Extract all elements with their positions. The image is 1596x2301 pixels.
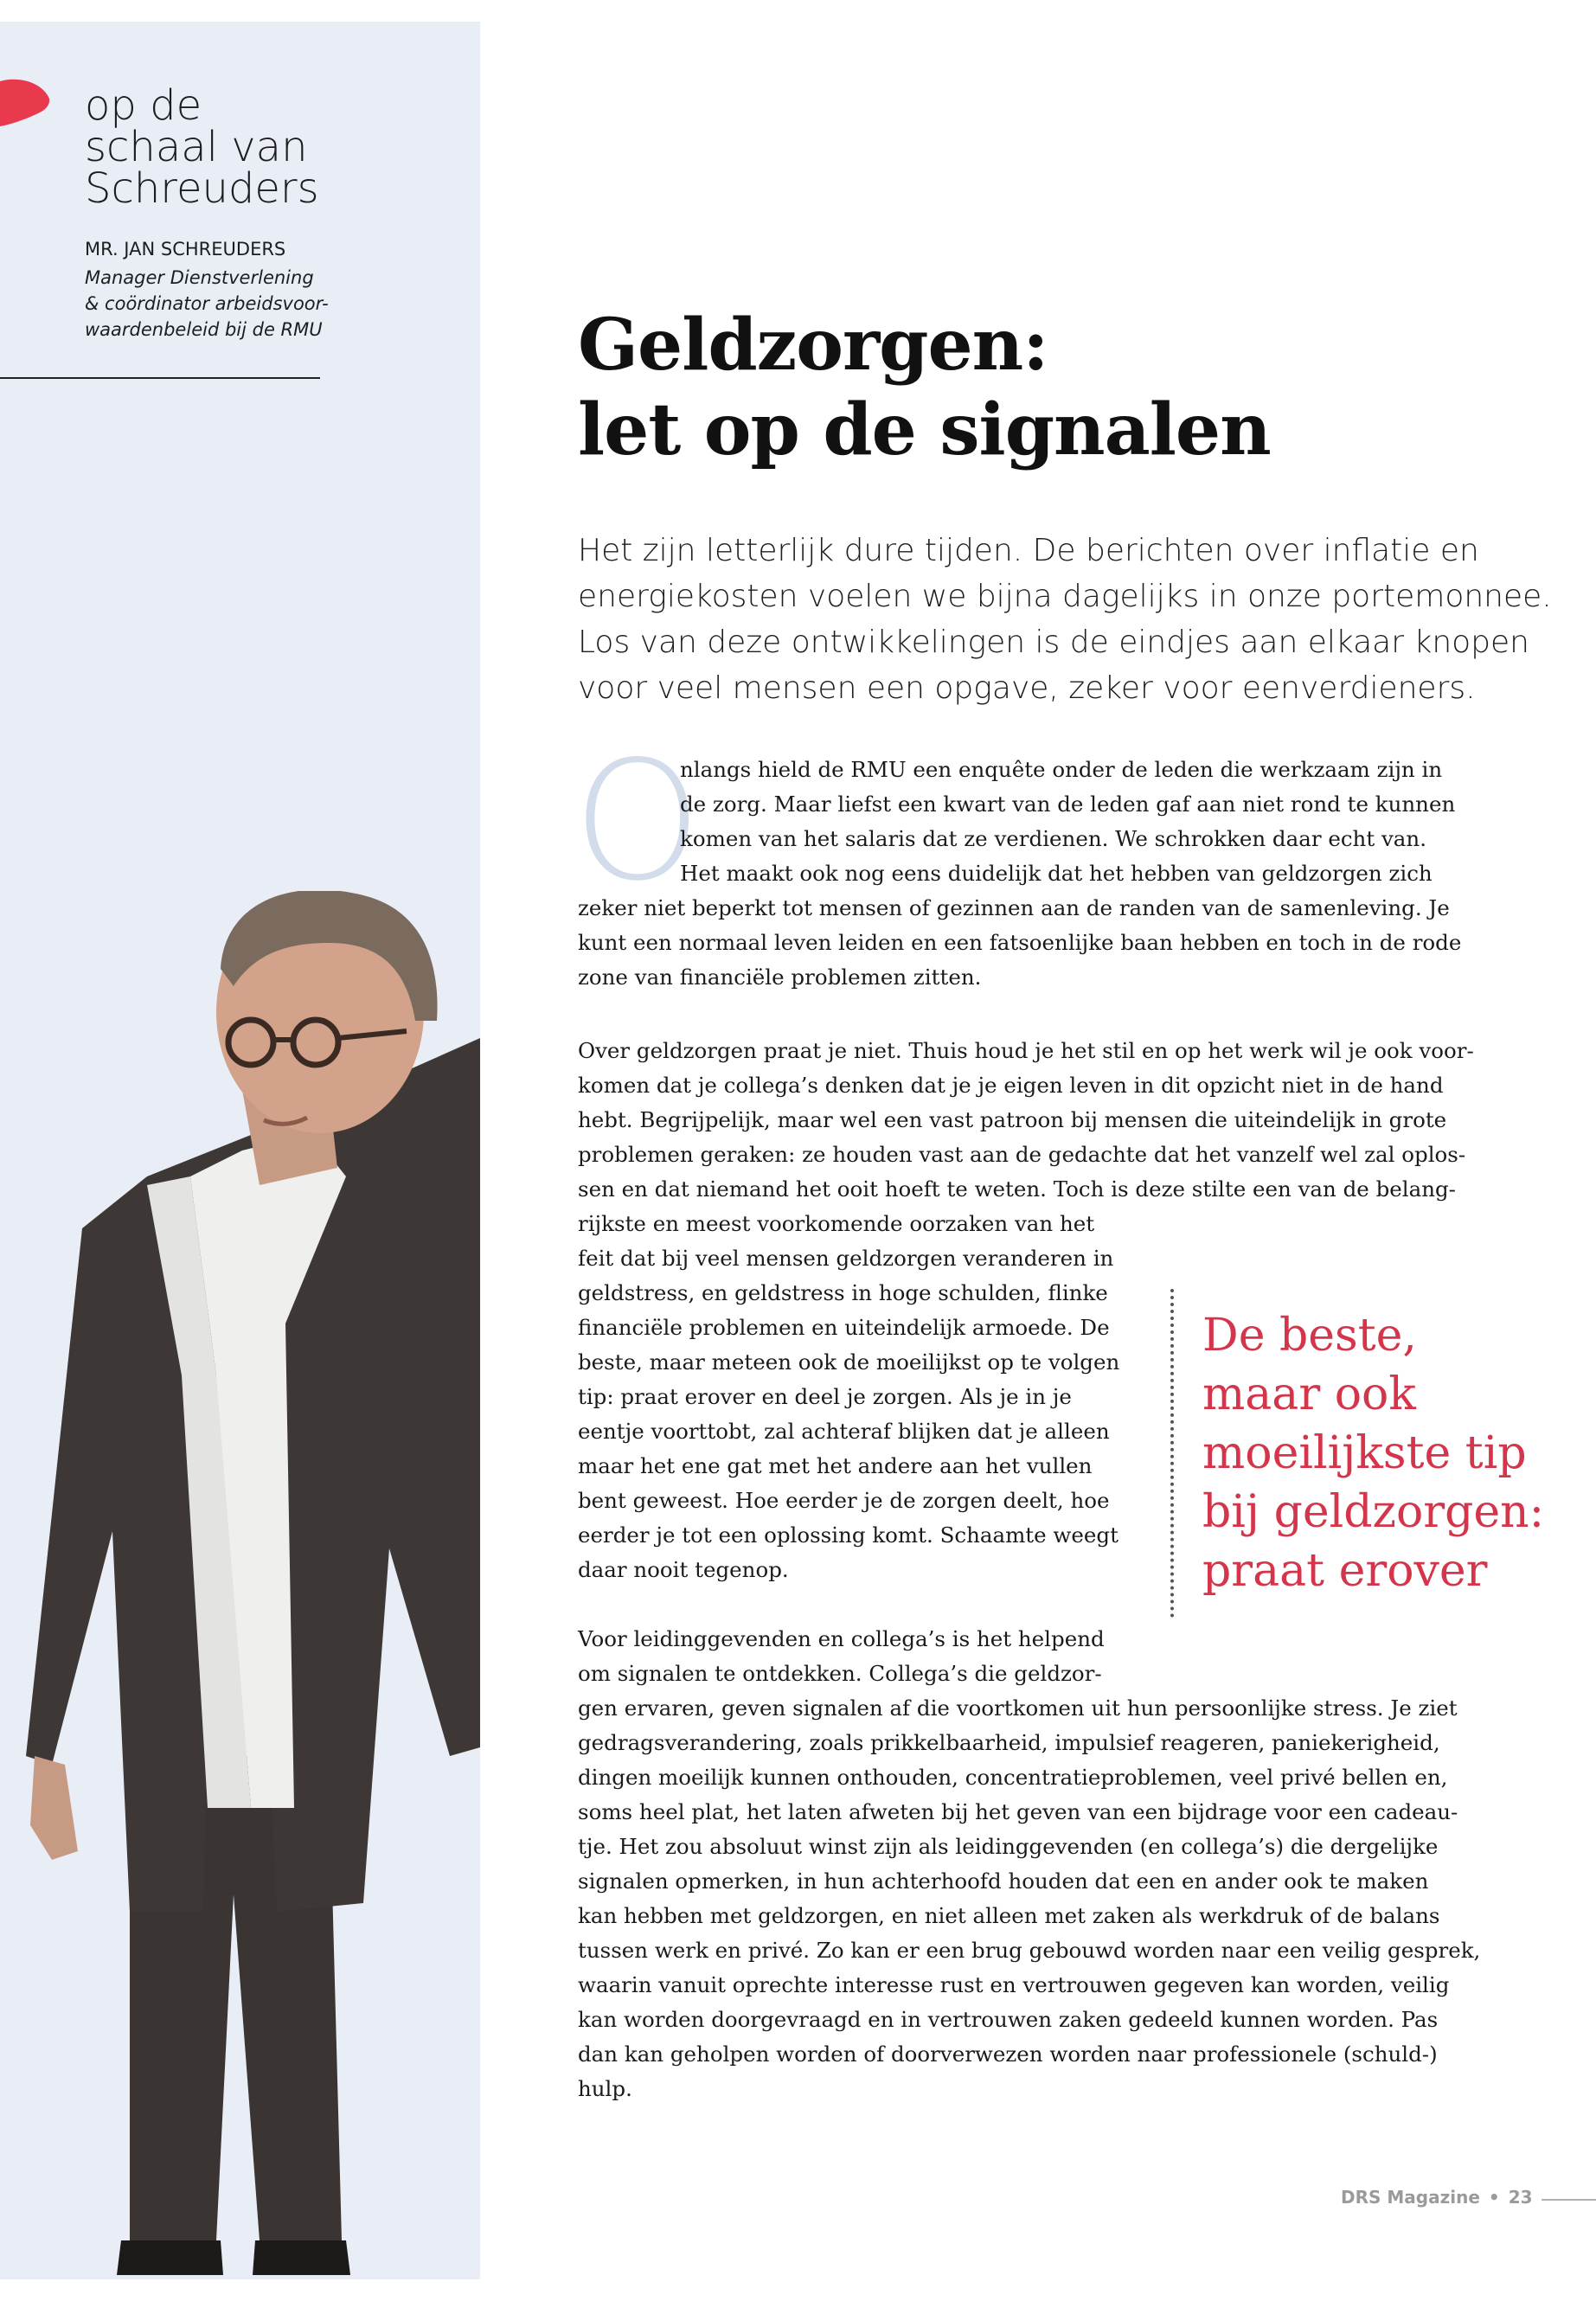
pull-quote-line: moeilijkste tip xyxy=(1202,1427,1527,1479)
paragraph-line: eentje voorttobt, zal achteraf blijken dat je alleen xyxy=(578,1419,1110,1444)
paragraph-line: de zorg. Maar liefst een kwart van de leden gaf aan niet rond te kunnen xyxy=(680,792,1456,817)
paragraph-line: problemen geraken: ze houden vast aan de gedachte dat het vanzelf wel zal oplos- xyxy=(578,1142,1466,1167)
footer-rule xyxy=(1542,2199,1596,2201)
article-intro xyxy=(578,528,1552,711)
paragraph-line: nlangs hield de RMU een enquête onder de leden die werkzaam zijn in xyxy=(680,757,1443,782)
paragraph-line: zone van financiële problemen zitten. xyxy=(578,965,982,990)
paragraph-line: Over geldzorgen praat je niet. Thuis houd je het stil en op het werk wil je ook voor- xyxy=(578,1038,1474,1063)
paragraph-line: maar het ene gat met het andere aan het vullen xyxy=(578,1453,1093,1478)
paragraph-line: waarin vanuit oprechte interesse rust en vertrouwen gegeven kan worden, veilig xyxy=(578,1972,1450,1997)
author-role-line: Manager Dienstverlening xyxy=(85,267,314,288)
paragraph-line: Voor leidinggevenden en collega’s is het helpend xyxy=(578,1626,1105,1651)
paragraph-line: dingen moeilijk kunnen onthouden, concentratieproblemen, veel privé bellen en, xyxy=(578,1765,1448,1790)
intro-line: energiekosten voelen we bijna dagelijks in onze portemonnee. xyxy=(578,579,1552,614)
paragraph-line: komen van het salaris dat ze verdienen. We schrokken daar echt van. xyxy=(680,826,1426,851)
pull-quote-dotted-rule xyxy=(1170,1289,1174,1618)
paragraph-line: bent geweest. Hoe eerder je de zorgen deelt, hoe xyxy=(578,1488,1110,1513)
column-title-line: op de xyxy=(85,81,202,130)
paragraph-line: Het maakt ook nog eens duidelijk dat het hebben van geldzorgen zich xyxy=(680,861,1433,886)
footer-separator: • xyxy=(1488,2187,1500,2208)
paragraph-3 xyxy=(578,1622,1481,2106)
paragraph-line: beste, maar meteen ook de moeilijkst op te volgen xyxy=(578,1349,1120,1375)
article-headline xyxy=(578,303,1443,472)
headline-line: let op de signalen xyxy=(578,388,1271,471)
drop-cap: O xyxy=(573,726,702,917)
column-title-line: Schreuders xyxy=(85,164,319,213)
sidebar-divider xyxy=(0,377,320,379)
intro-line: Los van deze ontwikkelingen is de eindjes aan elkaar knopen xyxy=(578,625,1529,660)
author-role xyxy=(85,265,362,343)
red-speech-shape-icon xyxy=(0,78,52,126)
intro-line: voor veel mensen een opgave, zeker voor eenverdieners. xyxy=(578,670,1476,706)
pull-quote-line: De beste, xyxy=(1202,1310,1417,1362)
paragraph-line: feit dat bij veel mensen geldzorgen veranderen in xyxy=(578,1246,1114,1271)
author-role-line: waardenbeleid bij de RMU xyxy=(85,319,323,340)
paragraph-line: geldstress, en geldstress in hoge schulden, flinke xyxy=(578,1280,1108,1305)
paragraph-line: hebt. Begrijpelijk, maar wel een vast patroon bij mensen die uiteindelijk in grote xyxy=(578,1107,1447,1132)
paragraph-line: gen ervaren, geven signalen af die voortkomen uit hun persoonlijke stress. Je ziet xyxy=(578,1695,1458,1721)
paragraph-line: eerder je tot een oplossing komt. Schaamte weegt xyxy=(578,1522,1118,1548)
paragraph-line: rijkste en meest voorkomende oorzaken van het xyxy=(578,1211,1095,1236)
pull-quote-line: bij geldzorgen: xyxy=(1202,1486,1545,1538)
paragraph-line: tussen werk en privé. Zo kan er een brug gebouwd worden naar een veilig gesprek, xyxy=(578,1938,1481,1963)
paragraph-1 xyxy=(578,753,1477,995)
paragraph-line: soms heel plat, het laten afweten bij het geven van een bijdrage voor een cadeau- xyxy=(578,1799,1458,1824)
paragraph-line: kunt een normaal leven leiden en een fatsoenlijke baan hebben en toch in de rode xyxy=(578,930,1462,955)
author-portrait-photo xyxy=(0,891,484,2279)
paragraph-line: komen dat je collega’s denken dat je je eigen leven in dit opzicht niet in de hand xyxy=(578,1073,1444,1098)
page-number: 23 xyxy=(1508,2187,1533,2208)
paragraph-line: kan worden doorgevraagd en in vertrouwen zaken gedeeld kunnen worden. Pas xyxy=(578,2007,1439,2032)
magazine-name: DRS Magazine xyxy=(1341,2187,1480,2208)
paragraph-line: dan kan geholpen worden of doorverwezen worden naar professionele (schuld-) xyxy=(578,2041,1438,2067)
paragraph-line: om signalen te ontdekken. Collega’s die geldzor- xyxy=(578,1661,1102,1686)
paragraph-line: tip: praat erover en deel je zorgen. Als je in je xyxy=(578,1384,1072,1409)
paragraph-line: zeker niet beperkt tot mensen of gezinnen aan de randen van de samenleving. Je xyxy=(578,895,1450,920)
paragraph-line: sen en dat niemand het ooit hoeft te weten. Toch is deze stilte een van de belang- xyxy=(578,1176,1456,1202)
author-role-line: & coördinator arbeidsvoor- xyxy=(85,293,329,314)
column-title-line: schaal van xyxy=(85,123,308,171)
paragraph-line: tje. Het zou absoluut winst zijn als leidinggevenden (en collega’s) die dergelijke xyxy=(578,1834,1439,1859)
paragraph-line: gedragsverandering, zoals prikkelbaarheid, impulsief reageren, paniekerigheid, xyxy=(578,1730,1440,1755)
paragraph-line: signalen opmerken, in hun achterhoofd houden dat een en ander ook te maken xyxy=(578,1868,1429,1894)
page-footer xyxy=(1341,2187,1533,2208)
column-title xyxy=(85,81,448,213)
author-name: MR. JAN SCHREUDERS xyxy=(85,239,286,260)
pull-quote-line: maar ook xyxy=(1202,1368,1416,1420)
headline-line: Geldzorgen: xyxy=(578,304,1048,387)
paragraph-line: financiële problemen en uiteindelijk armoede. De xyxy=(578,1315,1110,1340)
pull-quote xyxy=(1202,1306,1566,1600)
paragraph-line: kan hebben met geldzorgen, en niet alleen met zaken als werkdruk of de balans xyxy=(578,1903,1440,1928)
paragraph-line: daar nooit tegenop. xyxy=(578,1557,789,1582)
pull-quote-line: praat erover xyxy=(1202,1545,1488,1597)
intro-line: Het zijn letterlijk dure tijden. De berichten over inflatie en xyxy=(578,533,1479,568)
paragraph-line: hulp. xyxy=(578,2076,632,2101)
